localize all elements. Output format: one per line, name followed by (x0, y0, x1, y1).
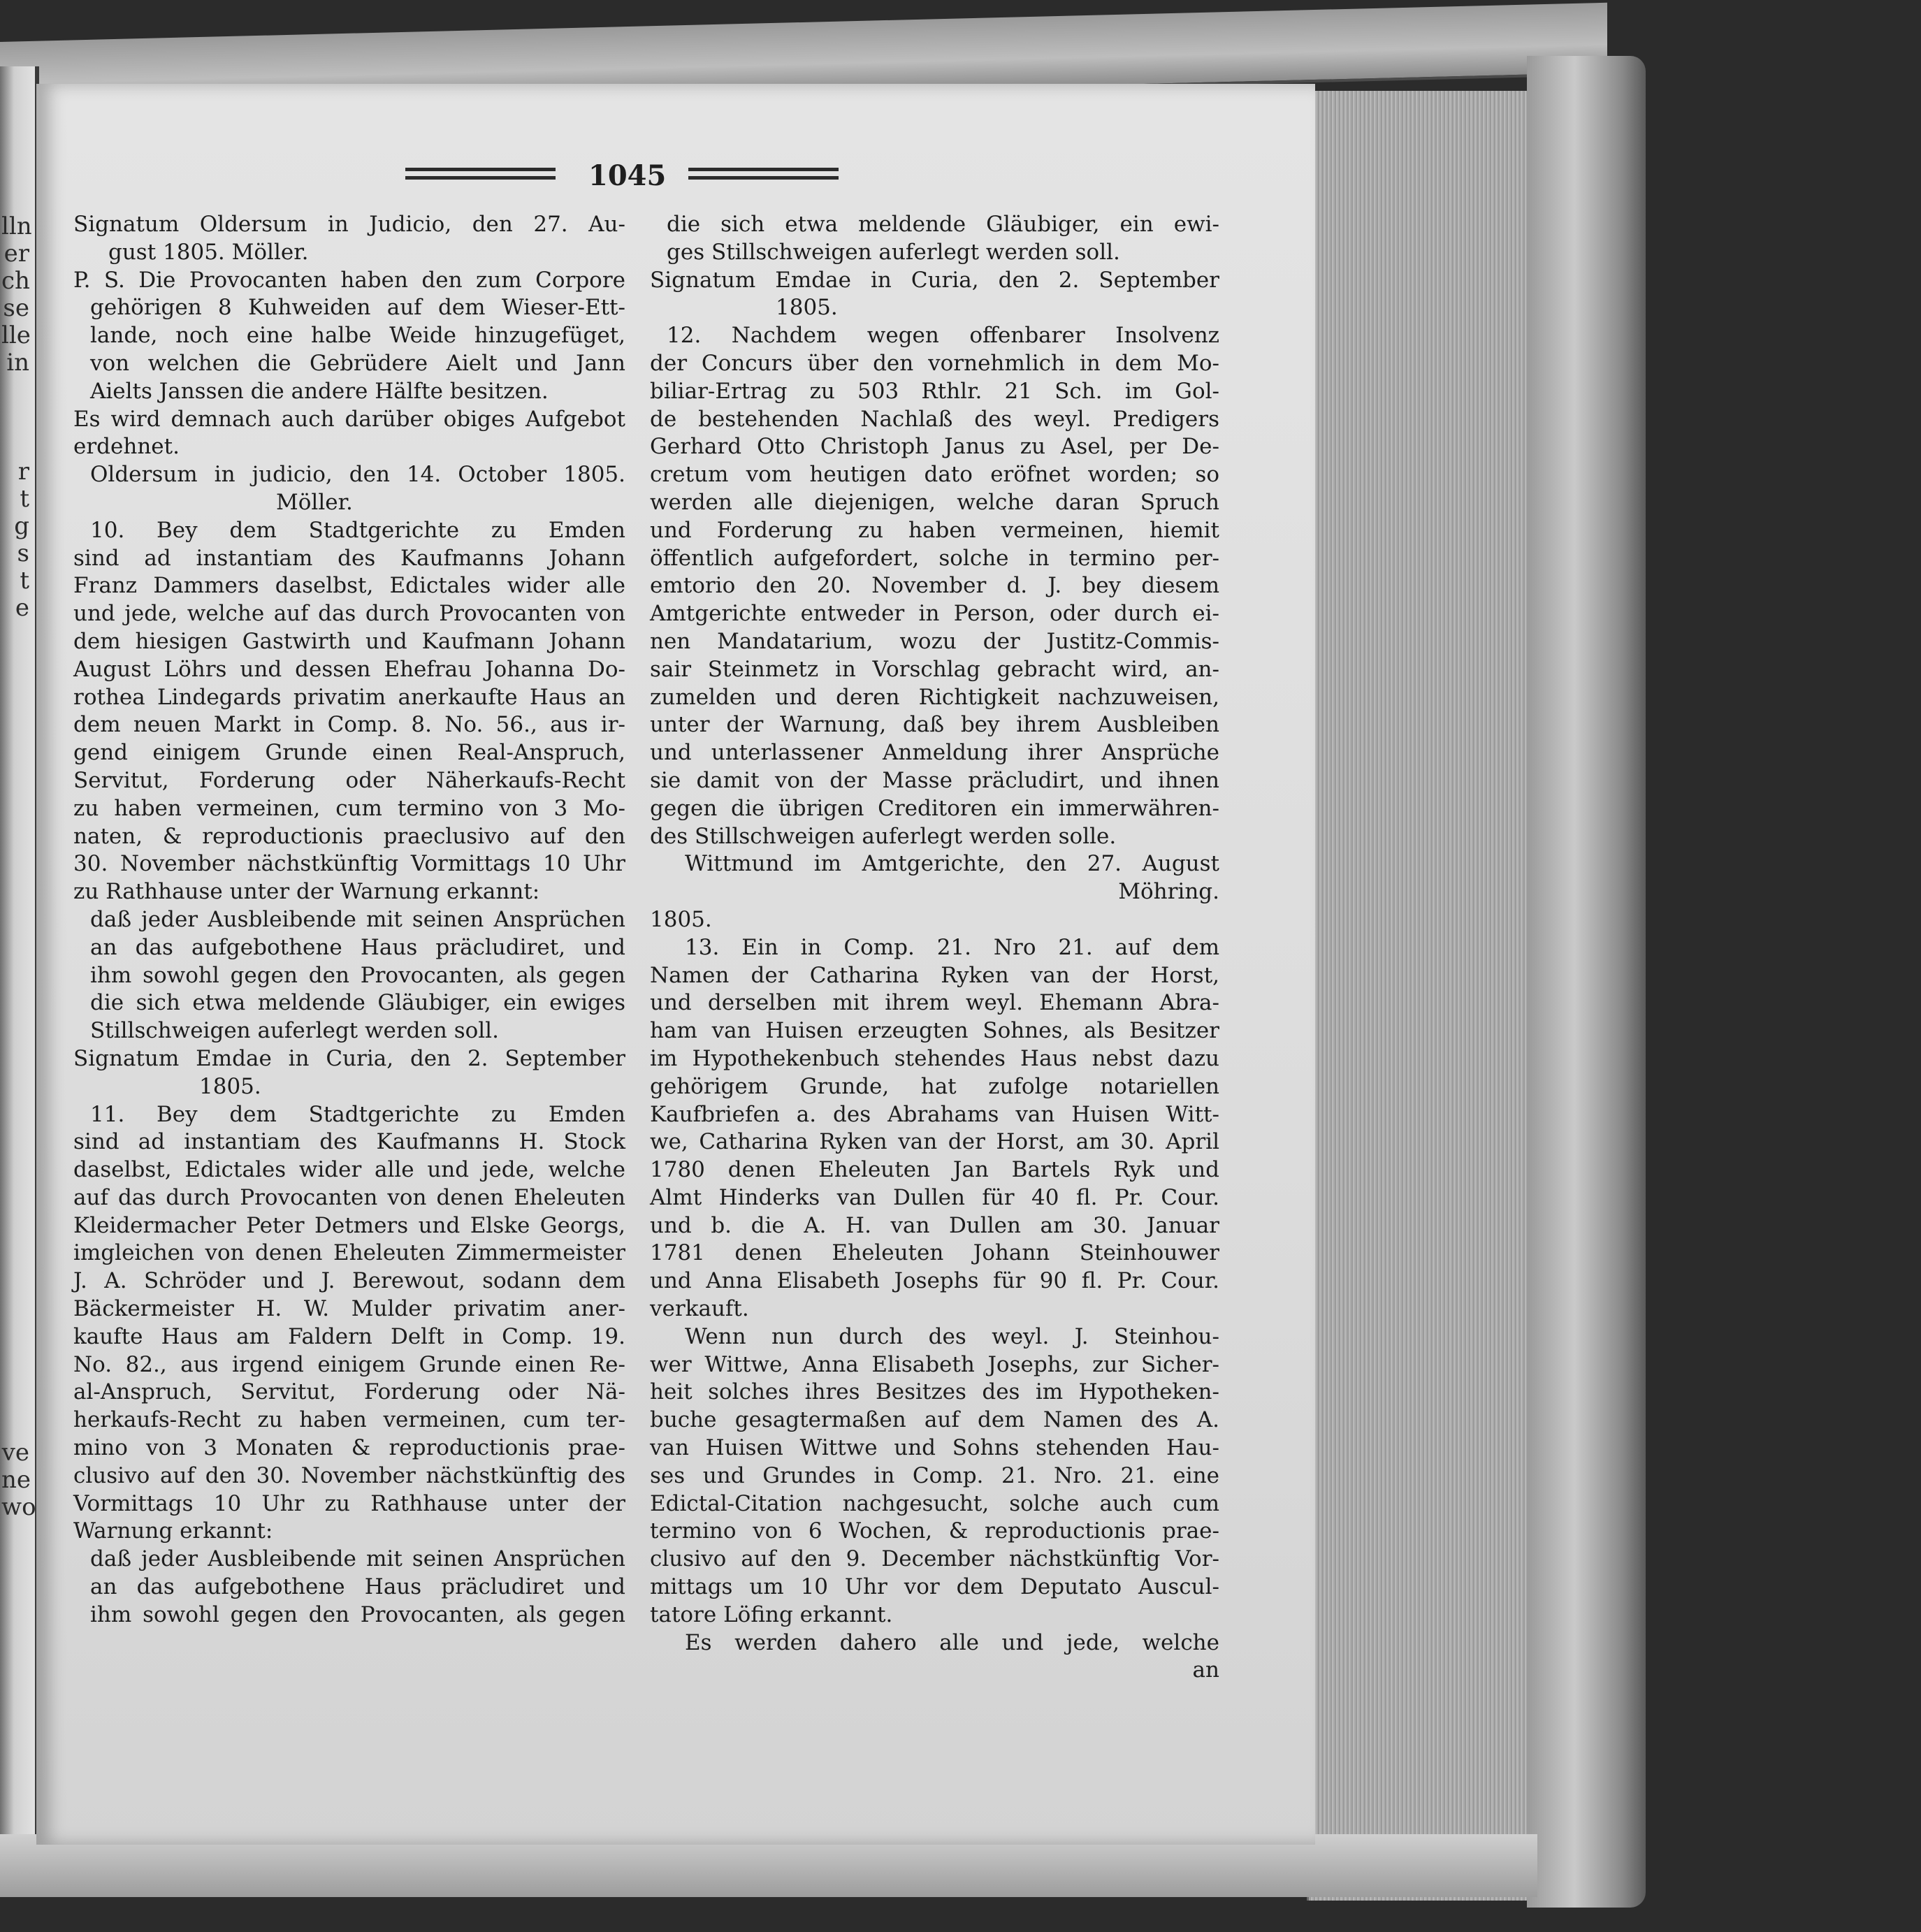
text-line: clusivo auf den 9. December nächstkünftig Vor- (650, 1546, 1219, 1572)
text-line: Namen der Catharina Ryken van der Horst, (650, 962, 1219, 988)
right-text-column (650, 211, 1219, 1685)
text-line: an (1192, 1657, 1219, 1683)
text-line: Kaufbriefen a. des Abrahams van Huisen Witt- (650, 1101, 1219, 1127)
text-line: zu haben vermeinen, cum termino von 3 Mo- (73, 795, 625, 821)
margin-fragment (1, 1031, 29, 1058)
text-line: August Löhrs und dessen Ehefrau Johanna Do- (73, 656, 625, 682)
text-line: auf das durch Provocanten von denen Eheleuten (73, 1184, 625, 1210)
text-line: wer Wittwe, Anna Elisabeth Josephs, zur Sicher- (650, 1351, 1219, 1377)
margin-fragment: ch (1, 267, 30, 295)
text-line: sie damit von der Masse präcludirt, und ihnen (650, 767, 1219, 793)
text-line: mittags um 10 Uhr vor dem Deputato Auscul- (650, 1574, 1219, 1600)
text-line: Möhring. (1118, 879, 1219, 905)
text-line: werden alle diejenigen, welche daran Spruch (650, 489, 1219, 515)
text-line: ses und Grundes in Comp. 21. Nro. 21. eine (650, 1462, 1219, 1488)
text-line: Aielts Janssen die andere Hälfte besitzen. (90, 378, 549, 404)
text-line: mino von 3 Monaten & reproductionis prae- (73, 1435, 625, 1461)
margin-fragment (1, 1330, 29, 1358)
margin-fragment (1, 731, 29, 758)
page-number: 1045 (588, 159, 667, 192)
text-line: 12. Nachdem wegen offenbarer Insolvenz (667, 323, 1219, 349)
margin-fragment (1, 1085, 29, 1112)
text-line: de bestehenden Nachlaß des weyl. Predigers (650, 406, 1219, 432)
margin-fragment (1, 404, 29, 431)
text-line: erdehnet. (73, 434, 180, 460)
text-line: van Huisen Wittwe und Sohns stehenden Hau- (650, 1435, 1219, 1461)
text-line: Wittmund im Amtgerichte, den 27. August (685, 851, 1219, 877)
text-line: clusivo auf den 30. November nächstkünftig des (73, 1462, 625, 1488)
margin-fragment: g (14, 512, 29, 540)
previous-page-text-fragments (1, 212, 36, 1521)
margin-fragment (1, 813, 29, 840)
margin-fragment: in (6, 349, 29, 377)
margin-fragment: ne (1, 1466, 31, 1494)
text-line: 1805. (650, 906, 712, 932)
margin-fragment (1, 704, 29, 731)
margin-fragment: lln (1, 212, 32, 240)
text-line: lande, noch eine halbe Weide hinzugefüget, (90, 323, 625, 349)
text-line: Oldersum in judicio, den 14. October 1805. (90, 462, 625, 488)
text-line: 1780 denen Eheleuten Jan Bartels Ryk und (650, 1157, 1219, 1183)
text-line: Almt Hinderks van Dullen für 40 fl. Pr. Cour. (650, 1184, 1219, 1210)
text-line: zumelden und deren Richtigkeit nachzuweisen, (650, 684, 1219, 710)
text-line: J. A. Schröder und J. Berewout, sodann dem (73, 1268, 625, 1294)
text-line: cretum vom heutigen dato eröfnet worden; so (650, 462, 1219, 488)
text-line: an das aufgebothene Haus präcludiret und (90, 1574, 625, 1600)
text-line: 1805. (776, 295, 838, 321)
previous-page-edge (0, 66, 39, 1838)
text-line: Signatum Emdae in Curia, den 2. September (650, 267, 1219, 293)
text-line: Franz Dammers daselbst, Edictales wider alle (73, 573, 625, 599)
text-line: verkauft. (650, 1296, 749, 1322)
text-line: ges Stillschweigen auferlegt werden soll. (667, 239, 1120, 265)
text-line: buche gesagtermaßen auf dem Namen des A. (650, 1407, 1219, 1433)
text-line: biliar-Ertrag zu 503 Rthlr. 21 Sch. im Gol- (650, 378, 1219, 404)
margin-fragment (1, 1221, 29, 1249)
margin-fragment (1, 1112, 29, 1140)
text-line: gend einigem Grunde einen Real-Anspruch, (73, 740, 625, 766)
text-line: daselbst, Edictales wider alle und jede, welche (73, 1157, 625, 1183)
text-line: daß jeder Ausbleibende mit seinen Ansprüchen (90, 1546, 625, 1572)
text-line: daß jeder Ausbleibende mit seinen Ansprüchen (90, 906, 625, 932)
text-line: Stillschweigen auferlegt werden soll. (90, 1018, 499, 1044)
margin-fragment (1, 949, 29, 976)
text-line: termino von 6 Wochen, & reproductionis prae- (650, 1518, 1219, 1544)
page-block-edges (1307, 91, 1532, 1901)
text-line: zu Rathhause unter der Warnung erkannt: (73, 879, 540, 905)
text-line: Edictal-Citation nachgesucht, solche auch cum (650, 1490, 1219, 1516)
text-line: Servitut, Forderung oder Näherkaufs-Recht (73, 767, 625, 793)
text-line: und unterlassener Anmeldung ihrer Ansprüche (650, 740, 1219, 766)
text-line: we, Catharina Ryken van der Horst, am 30. April (650, 1129, 1219, 1155)
text-line: 11. Bey dem Stadtgerichte zu Emden (90, 1101, 625, 1127)
text-line: dem hiesigen Gastwirth und Kaufmann Johann (73, 628, 625, 654)
text-line: naten, & reproductionis praeclusivo auf den (73, 823, 625, 849)
margin-fragment (1, 840, 29, 867)
text-line: Kleidermacher Peter Detmers und Elske Georgs, (73, 1212, 625, 1238)
text-line: des Stillschweigen auferlegt werden solle. (650, 823, 1117, 849)
margin-fragment (1, 1194, 29, 1221)
header-rule-left (405, 168, 556, 183)
text-line: 10. Bey dem Stadtgerichte zu Emden (90, 517, 625, 543)
text-line: kaufte Haus am Faldern Delft in Comp. 19. (73, 1323, 625, 1349)
margin-fragment (1, 922, 29, 949)
page-header (405, 159, 839, 201)
margin-fragment: er (3, 240, 29, 268)
text-line: 30. November nächstkünftig Vormittags 10 Uhr (73, 851, 625, 877)
margin-fragment (1, 1276, 29, 1303)
text-line: und derselben mit ihrem weyl. Ehemann Abra- (650, 990, 1219, 1016)
margin-fragment (1, 785, 29, 813)
text-line: ihm sowohl gegen den Provocanten, als gegen (90, 962, 625, 988)
margin-fragment: se (3, 294, 29, 322)
text-line: und Anna Elisabeth Josephs für 90 fl. Pr. Cour. (650, 1268, 1219, 1294)
margin-fragment (1, 1167, 29, 1194)
text-line: Es werden dahero alle und jede, welche (685, 1629, 1219, 1655)
margin-fragment (1, 622, 29, 649)
text-line: Signatum Oldersum in Judicio, den 27. Au- (73, 212, 625, 237)
margin-fragment (1, 1140, 29, 1167)
margin-fragment (1, 377, 29, 404)
text-line: imgleichen von denen Eheleuten Zimmermeister (73, 1240, 625, 1266)
text-line: al-Anspruch, Servitut, Forderung oder Nä- (73, 1379, 625, 1405)
text-line: gehörigen 8 Kuhweiden auf dem Wieser-Ett- (90, 295, 625, 321)
text-line: Gerhard Otto Christoph Janus zu Asel, per De- (650, 434, 1219, 460)
margin-fragment (1, 867, 29, 894)
margin-fragment (1, 1303, 29, 1330)
margin-fragment: r (17, 458, 29, 486)
text-line: Signatum Emdae in Curia, den 2. September (73, 1045, 625, 1071)
margin-fragment (1, 894, 29, 922)
text-line: von welchen die Gebrüdere Aielt und Jann (90, 350, 625, 376)
left-text-column (73, 211, 625, 1629)
margin-fragment (1, 1385, 29, 1412)
text-line: im Hypothekenbuch stehendes Haus nebst dazu (650, 1045, 1219, 1071)
text-line: sind ad instantiam des Kaufmanns H. Stock (73, 1129, 625, 1155)
text-line: gehörigem Grunde, hat zufolge notariellen (650, 1073, 1219, 1099)
text-line: Vormittags 10 Uhr zu Rathhause unter der (73, 1490, 625, 1516)
margin-fragment: t (20, 485, 29, 513)
text-line: tatore Löfing erkannt. (650, 1601, 893, 1627)
text-line: Möller. (276, 489, 353, 515)
text-line: sind ad instantiam des Kaufmanns Johann (73, 545, 625, 571)
text-line: 1781 denen Eheleuten Johann Steinhouwer (650, 1240, 1219, 1266)
text-line: gust 1805. Möller. (108, 239, 309, 265)
text-line: emtorio den 20. November d. J. bey diesem (650, 573, 1219, 599)
margin-fragment: wo (1, 1493, 36, 1521)
margin-fragment: e (15, 594, 29, 622)
text-line: No. 82., aus irgend einigem Grunde einen Re- (73, 1351, 625, 1377)
text-line: P. S. Die Provocanten haben den zum Corpore (73, 267, 625, 293)
margin-fragment (1, 976, 29, 1003)
book-cover-right (1527, 56, 1646, 1908)
text-line: 13. Ein in Comp. 21. Nro 21. auf dem (685, 934, 1219, 960)
text-line: heit solches ihres Besitzes des im Hypotheken- (650, 1379, 1219, 1405)
header-rule-right (688, 168, 839, 183)
margin-fragment (1, 1003, 29, 1031)
text-line: und jede, welche auf das durch Provocanten von (73, 601, 625, 627)
text-line: gegen die übrigen Creditoren ein immerwähren- (650, 795, 1219, 821)
text-line: an das aufgebothene Haus präcludiret, und (90, 934, 625, 960)
text-line: Warnung erkannt: (73, 1518, 273, 1544)
text-line: Bäckermeister H. W. Mulder privatim aner- (73, 1296, 625, 1322)
text-line: der Concurs über den vornehmlich in dem Mo- (650, 350, 1219, 376)
margin-fragment: ve (1, 1439, 29, 1467)
text-line: ihm sowohl gegen den Provocanten, als gegen (90, 1601, 625, 1627)
text-line: Amtgerichte entweder in Person, oder durch ei- (650, 601, 1219, 627)
text-line: unter der Warnung, daß bey ihrem Ausbleiben (650, 712, 1219, 738)
text-line: Es wird demnach auch darüber obiges Aufgebot (73, 406, 625, 432)
text-line: 1805. (199, 1073, 261, 1099)
margin-fragment: lle (1, 321, 31, 349)
margin-fragment (1, 431, 29, 458)
margin-fragment (1, 758, 29, 785)
margin-fragment (1, 1058, 29, 1085)
text-line: Wenn nun durch des weyl. J. Steinhou- (685, 1323, 1219, 1349)
text-line: und Forderung zu haben vermeinen, hiemit (650, 517, 1219, 543)
margin-fragment (1, 676, 29, 704)
margin-fragment: s (17, 539, 29, 567)
text-line: und b. die A. H. van Dullen am 30. Januar (650, 1212, 1219, 1238)
text-line: öffentlich aufgefordert, solche in termino per- (650, 545, 1219, 571)
text-line: nen Mandatarium, wozu der Justitz-Commis- (650, 628, 1219, 654)
margin-fragment (1, 1249, 29, 1276)
margin-fragment: t (20, 567, 29, 595)
text-line: die sich etwa meldende Gläubiger, ein ewi- (667, 212, 1219, 237)
text-line: rothea Lindegards privatim anerkaufte Haus an (73, 684, 625, 710)
text-line: herkaufs-Recht zu haben vermeinen, cum ter- (73, 1407, 625, 1433)
margin-fragment (1, 649, 29, 676)
margin-fragment (1, 1412, 29, 1439)
text-line: dem neuen Markt in Comp. 8. No. 56., aus ir- (73, 712, 625, 738)
text-line: die sich etwa meldende Gläubiger, ein ewiges (90, 990, 625, 1016)
text-line: ham van Huisen erzeugten Sohnes, als Besitzer (650, 1018, 1219, 1044)
text-line: sair Steinmetz in Vorschlag gebracht wird, an- (650, 656, 1219, 682)
margin-fragment (1, 1358, 29, 1385)
